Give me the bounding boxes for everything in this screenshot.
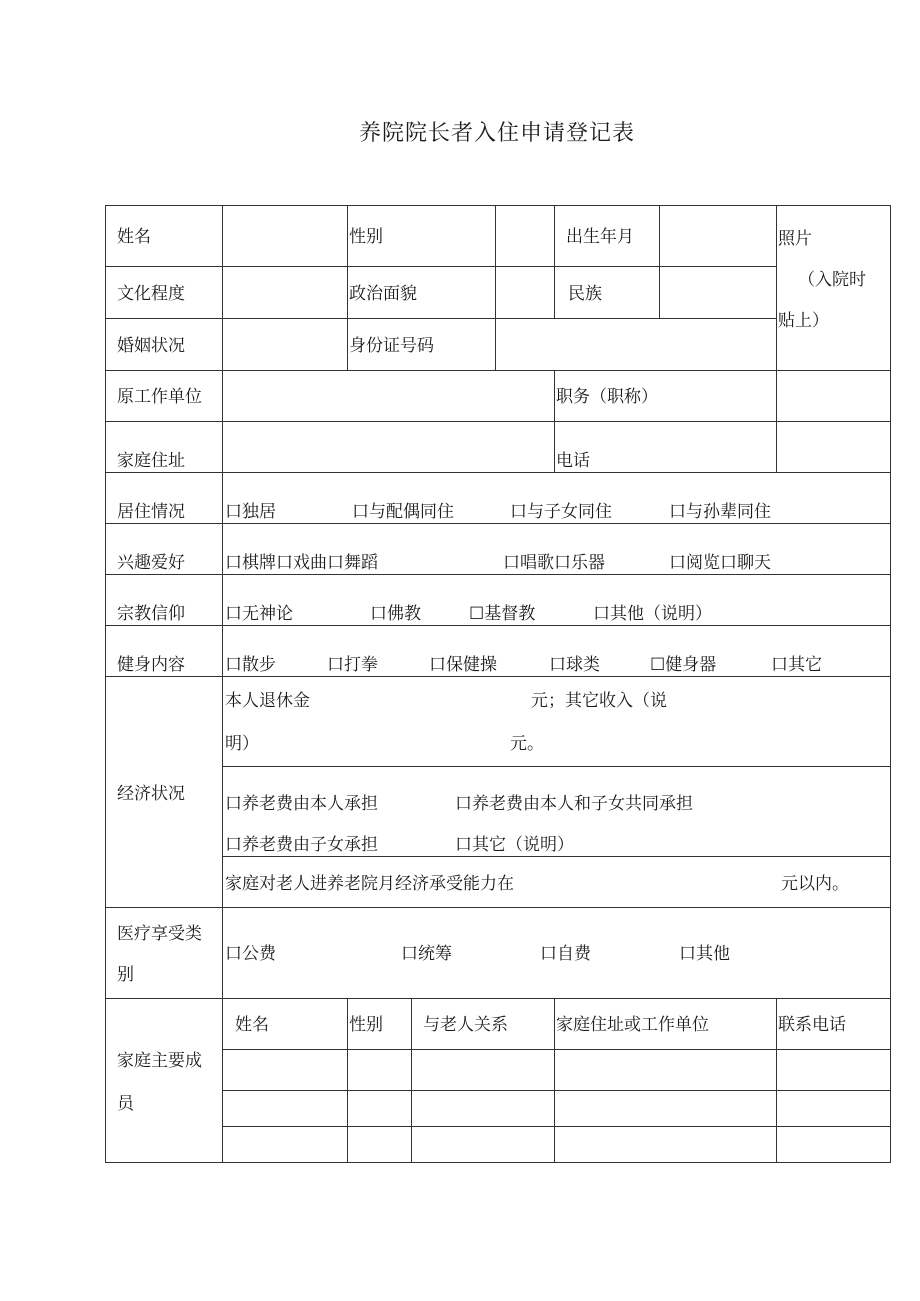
medical-option[interactable]: 口公费	[225, 944, 276, 964]
grid-line	[659, 205, 660, 318]
grid-line	[411, 998, 412, 1163]
ethnicity-label: 民族	[568, 284, 602, 304]
medical-option[interactable]: 口自费	[540, 944, 591, 964]
fitness-option[interactable]: 口散步	[225, 655, 276, 675]
religion-option[interactable]: 口其他（说明）	[593, 604, 712, 624]
payment-option[interactable]: 口养老费由子女承担	[225, 835, 378, 855]
hobbies-option[interactable]: 口唱歌口乐器	[503, 553, 605, 573]
family-header: 性别	[349, 1015, 383, 1035]
phone-label: 电话	[556, 451, 590, 471]
photo-label-line3: 贴上）	[778, 311, 829, 331]
medical-label-line1: 医疗享受类	[117, 924, 202, 944]
hobbies-option[interactable]: 口阅览口聊天	[669, 553, 771, 573]
family-header: 姓名	[235, 1015, 269, 1035]
grid-line	[347, 205, 348, 370]
grid-line	[495, 205, 496, 370]
medical-option[interactable]: 口其他	[679, 944, 730, 964]
religion-option[interactable]: 口佛教	[370, 604, 421, 624]
grid-line	[890, 205, 891, 1163]
payment-option[interactable]: 口养老费由本人和子女共同承担	[455, 794, 693, 814]
family-header: 与老人关系	[423, 1015, 508, 1035]
grid-line	[222, 1090, 891, 1091]
medical-label-line2: 别	[117, 965, 134, 985]
education-label: 文化程度	[117, 284, 185, 304]
page-title: 养院院长者入住申请登记表	[358, 121, 635, 146]
living-label: 居住情况	[117, 502, 185, 522]
economy-label: 经济状况	[117, 784, 185, 804]
pension-prefix: 本人退休金	[225, 691, 310, 711]
grid-line	[222, 205, 223, 1163]
hobbies-option[interactable]: 口棋牌口戏曲口舞蹈	[225, 553, 378, 573]
pension-line2: 明）	[225, 734, 259, 754]
grid-line	[222, 856, 891, 857]
grid-line	[222, 766, 891, 767]
pension-mid: 元；其它收入（说	[531, 691, 667, 711]
grid-line	[105, 318, 777, 319]
grid-line	[105, 266, 777, 267]
religion-option[interactable]: ☐基督教	[469, 604, 536, 624]
capacity-suffix: 元以内。	[781, 874, 849, 894]
capacity-prefix: 家庭对老人进养老院月经济承受能力在	[225, 874, 514, 894]
marital-label: 婚姻状况	[117, 336, 185, 356]
photo-label-line2: （入院时	[798, 270, 866, 290]
grid-line	[222, 1049, 891, 1050]
id-label: 身份证号码	[349, 336, 434, 356]
hobbies-label: 兴趣爱好	[117, 553, 185, 573]
grid-line	[347, 998, 348, 1163]
religion-option[interactable]: 口无神论	[225, 604, 293, 624]
fitness-option[interactable]: 口保健操	[429, 655, 497, 675]
name-label: 姓名	[117, 227, 151, 247]
living-option[interactable]: 口与子女同住	[510, 502, 612, 522]
fitness-option[interactable]: ☐健身器	[650, 655, 717, 675]
workplace-label: 原工作单位	[117, 387, 202, 407]
family-header: 家庭住址或工作单位	[556, 1015, 709, 1035]
fitness-option[interactable]: 口其它	[771, 655, 822, 675]
political-label: 政治面貌	[349, 284, 417, 304]
gender-label: 性别	[349, 227, 383, 247]
grid-line	[554, 370, 555, 472]
fitness-label: 健身内容	[117, 655, 185, 675]
fitness-option[interactable]: 口球类	[549, 655, 600, 675]
grid-line	[105, 205, 106, 1163]
birth-label: 出生年月	[566, 227, 634, 247]
address-label: 家庭住址	[117, 451, 185, 471]
pension-suffix: 元。	[510, 734, 544, 754]
position-label: 职务（职称）	[556, 387, 658, 407]
family-label-line2: 员	[117, 1094, 134, 1114]
grid-line	[222, 1126, 891, 1127]
payment-option[interactable]: 口其它（说明）	[455, 835, 574, 855]
fitness-option[interactable]: 口打拳	[327, 655, 378, 675]
medical-option[interactable]: 口统筹	[401, 944, 452, 964]
photo-label-line1: 照片	[778, 229, 812, 249]
family-header: 联系电话	[778, 1015, 846, 1035]
grid-line	[554, 998, 555, 1163]
living-option[interactable]: 口与配偶同住	[352, 502, 454, 522]
religion-label: 宗教信仰	[117, 604, 185, 624]
grid-line	[554, 205, 555, 318]
family-label-line1: 家庭主要成	[117, 1051, 202, 1071]
payment-option[interactable]: 口养老费由本人承担	[225, 794, 378, 814]
living-option[interactable]: 口独居	[225, 502, 276, 522]
grid-line	[776, 998, 777, 1163]
grid-line	[776, 205, 777, 472]
living-option[interactable]: 口与孙辈同住	[669, 502, 771, 522]
